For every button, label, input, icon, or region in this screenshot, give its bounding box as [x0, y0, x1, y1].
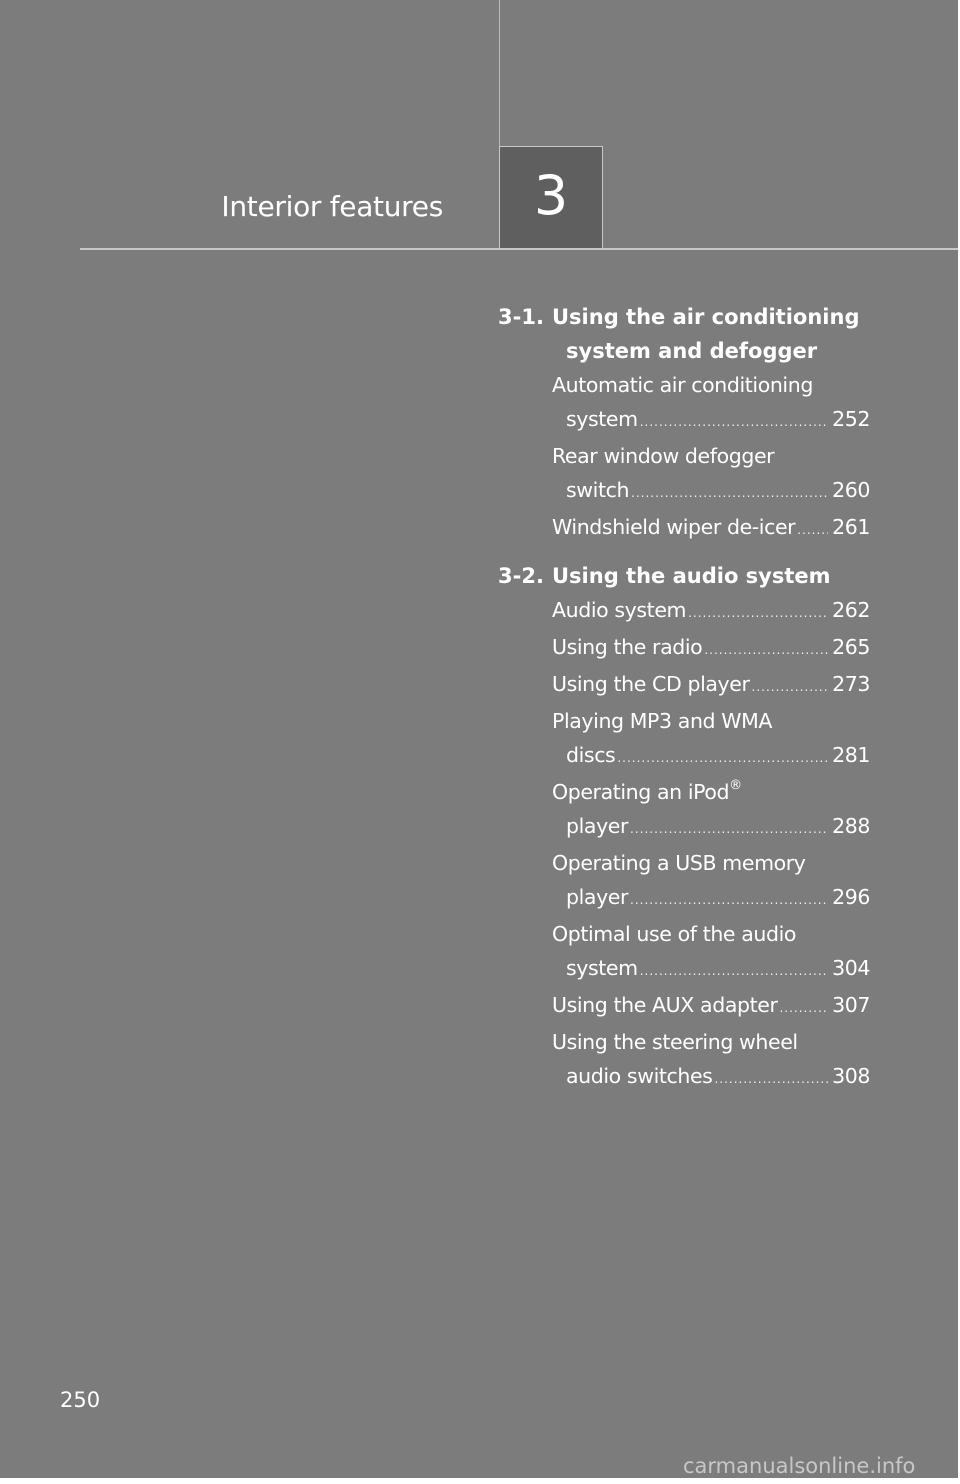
dot-leader: [714, 1062, 828, 1096]
entry-page: 260: [832, 478, 870, 502]
entry-title-continued: switch: [566, 478, 630, 502]
entry-page: 296: [832, 885, 870, 909]
entry-page: 307: [832, 993, 870, 1017]
entry-title-continued: player: [566, 885, 629, 909]
entry-title: Operating an iPod: [552, 780, 730, 804]
entry-title: Windshield wiper de-icer: [552, 515, 796, 539]
section-title: Using the audio system: [552, 564, 831, 588]
entry-page: 265: [832, 635, 870, 659]
entry-title-continued: audio switches: [566, 1064, 713, 1088]
toc-entry[interactable]: [552, 846, 870, 917]
section-number: 3-1.: [498, 305, 544, 329]
section-heading[interactable]: [498, 559, 870, 593]
entry-page: 281: [832, 743, 870, 767]
watermark: carmanualsonline.info: [683, 1454, 916, 1478]
header-divider-line: [499, 0, 500, 148]
entry-title-continued: discs: [566, 743, 616, 767]
section-heading[interactable]: [498, 300, 870, 368]
entry-page: 262: [832, 598, 870, 622]
entry-title: Using the steering wheel: [552, 1030, 798, 1054]
entry-title: Optimal use of the audio: [552, 922, 797, 946]
entry-page: 308: [832, 1064, 870, 1088]
toc-entry[interactable]: [552, 439, 870, 510]
dot-leader: [797, 513, 828, 547]
table-of-contents: [498, 300, 870, 1108]
dot-leader: [752, 670, 829, 704]
entry-title-continued: system: [566, 407, 638, 431]
dot-leader: [630, 812, 828, 846]
dot-leader: [640, 954, 828, 988]
dot-leader: [617, 741, 828, 775]
entry-page: 304: [832, 956, 870, 980]
entry-title: Playing MP3 and WMA: [552, 709, 773, 733]
dot-leader: [630, 883, 828, 917]
entry-title: Automatic air conditioning: [552, 373, 813, 397]
toc-entry[interactable]: [552, 988, 870, 1025]
toc-entry[interactable]: [552, 704, 870, 775]
toc-entry[interactable]: [552, 917, 870, 988]
chapter-number-box: [499, 146, 603, 248]
registered-mark: ®: [729, 778, 742, 793]
toc-entry[interactable]: [552, 1025, 870, 1096]
entry-title: Audio system: [552, 598, 687, 622]
entry-title: Using the radio: [552, 635, 703, 659]
toc-entry[interactable]: [552, 510, 870, 547]
entry-title: Operating a USB memory: [552, 851, 806, 875]
toc-entry[interactable]: [552, 368, 870, 439]
entry-title-continued: system: [566, 956, 638, 980]
chapter-title: Interior features: [221, 190, 443, 223]
toc-section-3-2: [498, 559, 870, 1096]
section-title: Using the air conditioning system and defogger: [552, 305, 860, 363]
toc-entry[interactable]: [552, 775, 870, 846]
entry-page: 288: [832, 814, 870, 838]
entry-title: Using the AUX adapter: [552, 993, 778, 1017]
header-rule: [80, 248, 960, 250]
dot-leader: [688, 596, 828, 630]
entry-title-continued: player: [566, 814, 629, 838]
chapter-number: 3: [533, 163, 569, 227]
dot-leader: [704, 633, 828, 667]
entry-title-wrapper: [552, 775, 870, 809]
dot-leader: [640, 405, 828, 439]
toc-entry[interactable]: [552, 667, 870, 704]
section-number: 3-2.: [498, 564, 544, 588]
entry-page: 261: [832, 515, 870, 539]
toc-section-3-1: [498, 300, 870, 547]
dot-leader: [631, 476, 828, 510]
page-number: 250: [60, 1388, 101, 1412]
entry-page: 252: [832, 407, 870, 431]
entry-page: 273: [832, 672, 870, 696]
entry-title: Rear window defogger: [552, 444, 775, 468]
dot-leader: [779, 991, 828, 1025]
entry-title: Using the CD player: [552, 672, 750, 696]
toc-entry[interactable]: [552, 593, 870, 630]
toc-entry[interactable]: [552, 630, 870, 667]
